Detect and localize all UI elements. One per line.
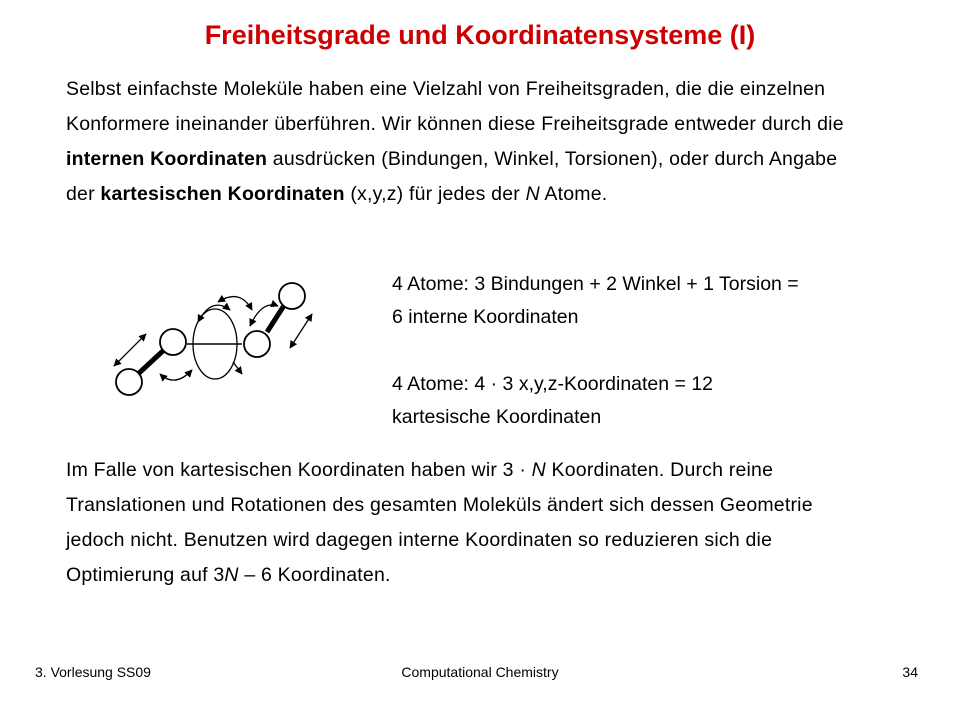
intro-text-3: (x,y,z) für jedes der xyxy=(344,183,526,205)
intro-text-2: ausdrücken (Bindungen, Winkel, Torsionen), oder durch Angabe der xyxy=(66,148,838,205)
stretch-arrow-3 xyxy=(290,314,312,348)
intro-text-1: Selbst einfachste Moleküle haben eine Vielzahl von Freiheitsgraden, die die einzelnen Konformere ineinander überführen. Wir können diese Freiheitsgrade entweder durch die xyxy=(66,78,844,135)
slide-title: Freiheitsgrade und Koordinatensysteme (I) xyxy=(204,20,756,50)
atom-1 xyxy=(116,369,142,395)
footer-page-number: 34 xyxy=(902,664,918,680)
atom-4 xyxy=(279,283,305,309)
stretch-arrow-1 xyxy=(114,334,146,366)
angle-arrow-1 xyxy=(160,370,192,380)
bond-3 xyxy=(267,304,285,332)
intro-paragraph xyxy=(66,72,846,212)
internal-coordinates-info: 4 Atome: 3 Bindungen + 2 Winkel + 1 Torsion = 6 interne Koordinaten xyxy=(392,273,799,328)
conclusion-text-2: Koordinaten. Durch reine Translationen und Rotationen des gesamten Moleküls ändert sich dessen Geometrie jedoch nicht. Benutzen wird dagegen interne Koordinaten so reduzieren sich die Optimierung auf 3 xyxy=(66,459,813,586)
molecule-diagram xyxy=(100,262,340,412)
cartesian-coordinates-info: 4 Atome: 4 · 3 x,y,z-Koordinaten = 12 kartesische Koordinaten xyxy=(392,373,714,428)
conclusion-paragraph xyxy=(66,453,846,593)
rotation-arrow-3 xyxy=(233,362,242,374)
conclusion-italic-n-2: N xyxy=(224,564,239,586)
intro-text-4: Atome. xyxy=(539,183,608,205)
bond-1 xyxy=(138,349,165,374)
rotation-arrow-2 xyxy=(218,297,252,310)
footer-course: Computational Chemistry xyxy=(401,664,559,680)
conclusion-text-3: – 6 Koordinaten. xyxy=(238,564,391,586)
intro-bold-internal: internen Koordinaten xyxy=(66,148,268,170)
intro-italic-n: N xyxy=(525,183,540,205)
intro-bold-cartesian: kartesischen Koordinaten xyxy=(100,183,345,205)
atom-2 xyxy=(160,329,186,355)
footer-lecture: 3. Vorlesung SS09 xyxy=(35,664,151,680)
conclusion-text-1: Im Falle von kartesischen Koordinaten haben wir 3 · xyxy=(66,459,532,481)
conclusion-italic-n-1: N xyxy=(531,459,546,481)
atom-3 xyxy=(244,331,270,357)
